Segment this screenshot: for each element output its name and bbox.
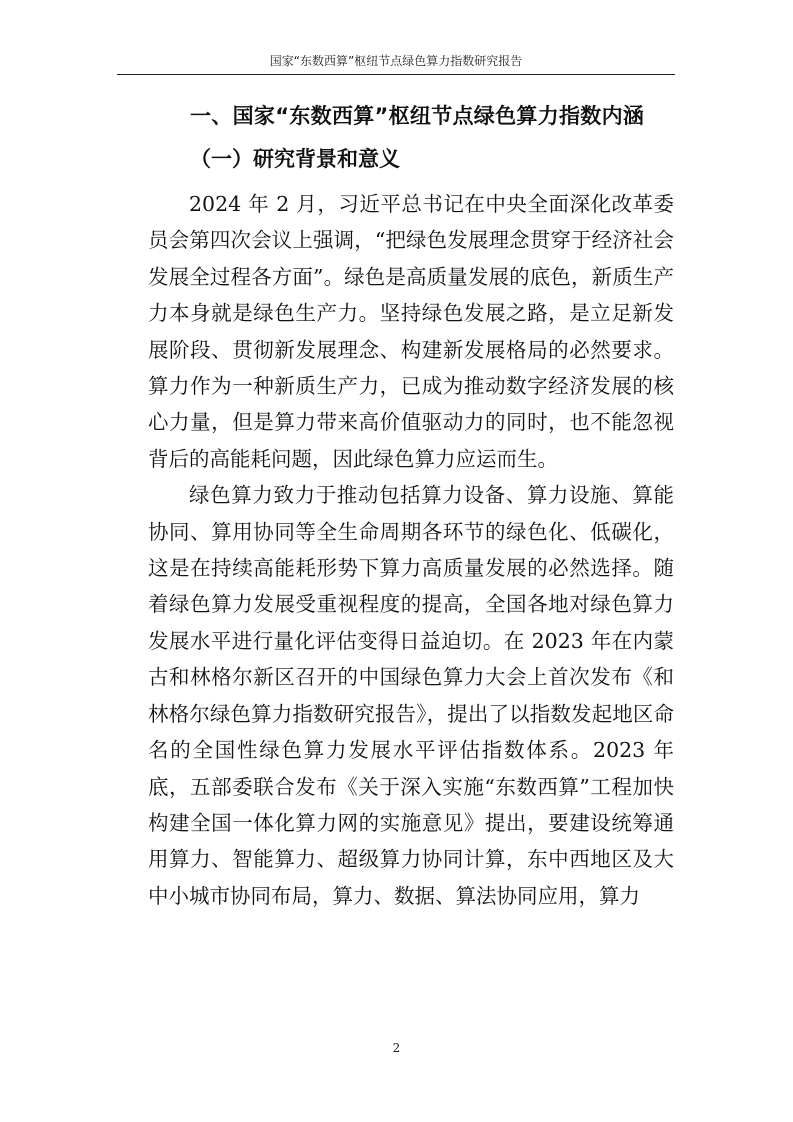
subsection-title: （一）研究背景和意义	[190, 147, 400, 171]
paragraph: 绿色算力致力于推动包括算力设备、算力设施、算能协同、算用协同等全生命周期各环节的绿色化、低碳化，这是在持续高能耗形势下算力高质量发展的必然选择。随着绿色算力发展受重视程度的提高，全国各地对绿色算力发展水平进行量化评估变得日益迫切。在 2023 年在内蒙古和林格尔新区召开的中国绿色算力大会上首次发布《和林格尔绿色算力指数研究报告》，提出了以指数发起地区命名的全国性绿色算力发展水平评估指数体系。2023 年底，五部委联合发布《关于深入实施“东数西算”工程加快构建全国一体化算力网的实施意见》提出，要建设统筹通用算力、智能算力、超级算力协同计算，东中西地区及大中小城市协同布局，算力、数据、算法协同应用，算力	[148, 483, 674, 908]
body-text	[148, 186, 674, 914]
page-number: 2	[392, 1041, 401, 1055]
section-title: 一、国家“东数西算”枢纽节点绿色算力指数内涵	[190, 104, 645, 128]
running-header: 国家“东数西算”枢纽节点绿色算力指数研究报告	[117, 50, 675, 75]
paragraph: 2024 年 2 月，习近平总书记在中央全面深化改革委员会第四次会议上强调，“把绿色发展理念贯穿于经济社会发展全过程各方面”。绿色是高质量发展的底色，新质生产力本身就是绿色生产力。坚持绿色发展之路，是立足新发展阶段、贯彻新发展理念、构建新发展格局的必然要求。算力作为一种新质生产力，已成为推动数字经济发展的核心力量，但是算力带来高价值驱动力的同时，也不能忽视背后的高能耗问题，因此绿色算力应运而生。	[148, 192, 674, 471]
